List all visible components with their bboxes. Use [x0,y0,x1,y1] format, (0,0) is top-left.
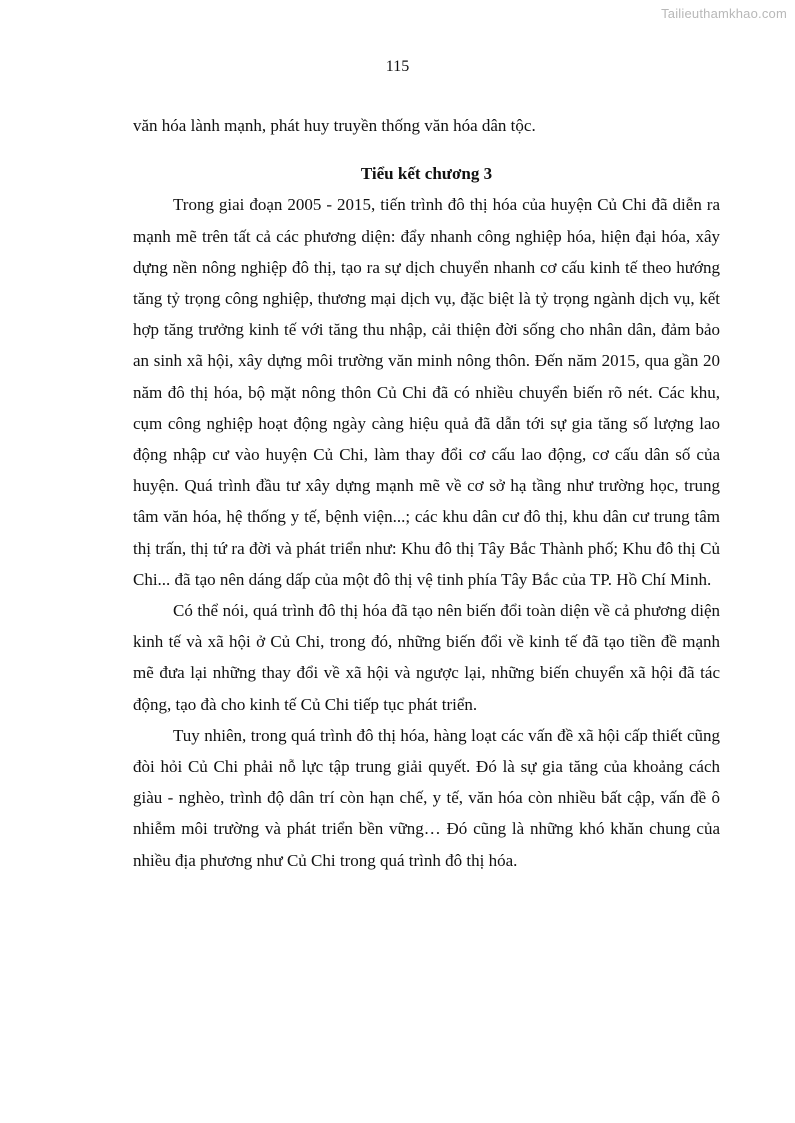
document-body [133,110,720,876]
watermark-text: Tailieuthamkhao.com [661,6,787,21]
paragraph: Có thể nói, quá trình đô thị hóa đã tạo nên biến đổi toàn diện về cả phương diện kinh tế và xã hội ở Củ Chi, trong đó, những biến đổi về kinh tế đã tạo tiền đề mạnh mẽ đưa lại những thay đổi về xã hội và ngược lại, những biến chuyển xã hội đã tác động, tạo đà cho kinh tế Củ Chi tiếp tục phát triển. [133,601,720,714]
lead-line: văn hóa lành mạnh, phát huy truyền thống văn hóa dân tộc. [133,116,536,135]
paragraph: Trong giai đoạn 2005 - 2015, tiến trình đô thị hóa của huyện Củ Chi đã diễn ra mạnh mẽ trên tất cả các phương diện: đẩy nhanh công nghiệp hóa, hiện đại hóa, xây dựng nền nông nghiệp đô thị, tạo ra sự dịch chuyển nhanh cơ cấu kinh tế theo hướng tăng tỷ trọng công nghiệp, thương mại dịch vụ, đặc biệt là tỷ trọng ngành dịch vụ, kết hợp tăng trưởng kinh tế với tăng thu nhập, cải thiện đời sống cho nhân dân, đảm bảo an sinh xã hội, xây dựng môi trường văn minh nông thôn. Đến năm 2015, qua gần 20 năm đô thị hóa, bộ mặt nông thôn Củ Chi đã có nhiều chuyển biến rõ nét. Các khu, cụm công nghiệp hoạt động ngày càng hiệu quả đã dẫn tới sự gia tăng số lượng lao động nhập cư vào huyện Củ Chi, làm thay đổi cơ cấu lao động, cơ cấu dân số của huyện. Quá trình đầu tư xây dựng mạnh mẽ về cơ sở hạ tầng như trường học, trung tâm văn hóa, hệ thống y tế, bệnh viện...; các khu dân cư đô thị, khu dân cư trung tâm thị trấn, thị tứ ra đời và phát triển như: Khu đô thị Tây Bắc Thành phố; Khu đô thị Củ Chi... đã tạo nên dáng dấp của một đô thị vệ tinh phía Tây Bắc của TP. Hồ Chí Minh. [133,195,720,589]
paragraph: Tuy nhiên, trong quá trình đô thị hóa, hàng loạt các vấn đề xã hội cấp thiết cũng đòi hỏi Củ Chi phải nỗ lực tập trung giải quyết. Đó là sự gia tăng của khoảng cách giàu - nghèo, trình độ dân trí còn hạn chế, y tế, văn hóa còn nhiều bất cập, vấn đề ô nhiễm môi trường và phát triển bền vững… Đó cũng là những khó khăn chung của nhiều địa phương như Củ Chi trong quá trình đô thị hóa. [133,725,720,870]
page-number: 115 [385,58,410,75]
section-title: Tiểu kết chương 3 [360,164,493,184]
